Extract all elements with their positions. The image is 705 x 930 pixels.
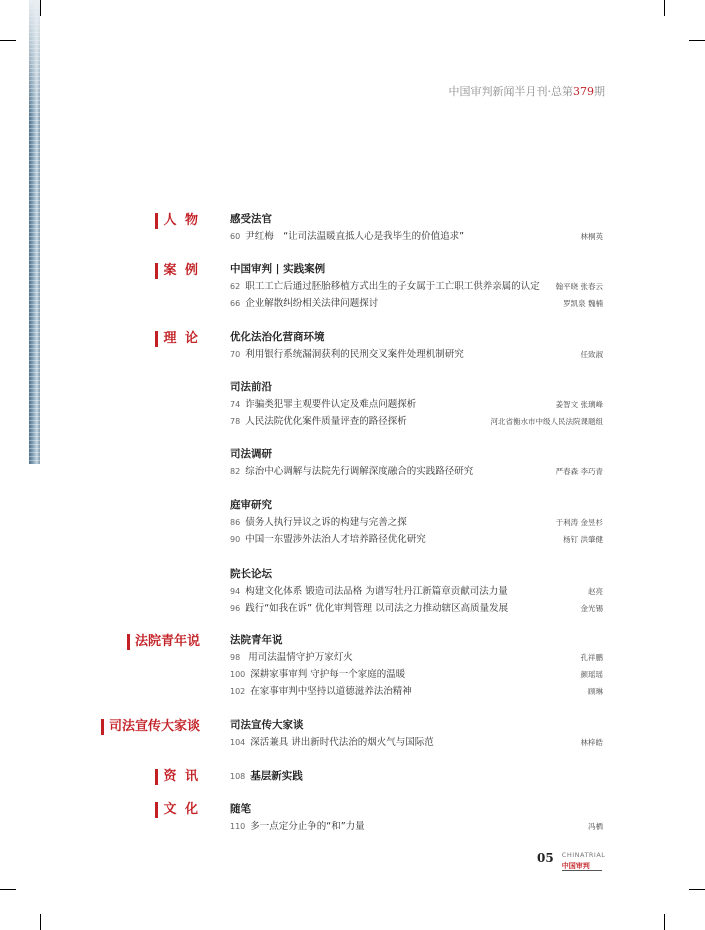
section-title: 优化法治化营商环境 bbox=[230, 331, 325, 343]
entry-author: 林梓皓 bbox=[580, 738, 603, 747]
section-tingshen bbox=[230, 497, 603, 548]
entry-author: 严春森 李巧青 bbox=[555, 467, 603, 476]
section-title: 基层新实践 bbox=[250, 770, 303, 782]
issue-number: 379 bbox=[573, 85, 594, 98]
entry-author: 罗凯泉 魏楠 bbox=[563, 299, 603, 308]
page-number: 102 bbox=[230, 687, 246, 696]
page-number: 108 bbox=[230, 772, 246, 781]
page-number: 78 bbox=[230, 417, 241, 426]
page-number: 62 bbox=[230, 282, 241, 291]
page-number: 90 bbox=[230, 535, 241, 544]
section-lilun bbox=[230, 329, 603, 363]
crop-mark bbox=[664, 0, 665, 16]
entry-title: 多一点定分止争的“和”力量 bbox=[250, 821, 365, 832]
entry-author: 赵亮 bbox=[588, 587, 603, 596]
section-diaoyan bbox=[230, 446, 603, 480]
crop-mark bbox=[664, 914, 665, 930]
entry-author: 姜智文 张璃峰 bbox=[555, 400, 603, 409]
section-qingnian bbox=[230, 632, 603, 700]
entry-author: 冯栖 bbox=[588, 822, 603, 831]
section-anli bbox=[230, 261, 603, 312]
building-photo bbox=[29, 0, 40, 464]
toc-entry[interactable] bbox=[230, 228, 603, 245]
section-yuanzhang bbox=[230, 566, 603, 617]
entry-author: 颜瑶瑶 bbox=[580, 670, 603, 679]
crop-mark bbox=[0, 889, 16, 890]
issue-prefix: 中国审判新闻半月刊·总第 bbox=[448, 85, 573, 98]
issue-header bbox=[449, 83, 606, 99]
section-wenhua bbox=[230, 801, 603, 835]
entry-author: 顾琳 bbox=[588, 687, 603, 696]
entry-title: 尹红梅 “让司法温暖直抵人心是我毕生的价值追求” bbox=[245, 231, 465, 242]
magazine-name-en: CHINATRIAL bbox=[561, 851, 606, 859]
entry-title: 深活兼具 讲出新时代法治的烟火气与国际范 bbox=[250, 737, 434, 748]
category-xuanchuan: 司法宣传大家谈 bbox=[101, 719, 200, 735]
section-title: 中国审判 | 实践案例 bbox=[230, 263, 326, 275]
entry-title: 践行“如我在诉” 优化审判管理 以司法之力推动辖区高质量发展 bbox=[245, 603, 509, 614]
page-number: 94 bbox=[230, 587, 241, 596]
entry-title: 中国一东盟涉外法治人才培养路径优化研究 bbox=[245, 534, 426, 545]
category-wenhua: 文 化 bbox=[155, 802, 200, 818]
page-number: 70 bbox=[230, 350, 241, 359]
toc-entry[interactable] bbox=[230, 666, 603, 683]
crop-mark bbox=[689, 889, 705, 890]
toc-entry[interactable] bbox=[230, 818, 603, 835]
page-number: 60 bbox=[230, 232, 241, 241]
entry-title: 在家事审判中坚持以道德滋养法治精神 bbox=[250, 686, 412, 697]
section-title: 感受法官 bbox=[230, 213, 272, 225]
page-footer bbox=[537, 851, 605, 871]
entry-title: 用司法温情守护万家灯火 bbox=[245, 652, 353, 663]
toc-entry[interactable] bbox=[230, 768, 603, 785]
page-number: 86 bbox=[230, 518, 241, 527]
toc-entry[interactable] bbox=[230, 600, 603, 617]
page-number: 66 bbox=[230, 299, 241, 308]
entry-title: 构建文化体系 锻造司法品格 为谱写牡丹江新篇章贡献司法力量 bbox=[245, 586, 508, 597]
section-title: 司法宣传大家谈 bbox=[230, 719, 304, 731]
crop-mark bbox=[689, 40, 705, 41]
entry-author: 金光锡 bbox=[580, 604, 603, 613]
section-title: 司法调研 bbox=[230, 448, 272, 460]
toc-entry[interactable] bbox=[230, 396, 603, 413]
toc-entry[interactable] bbox=[230, 583, 603, 600]
toc-entry[interactable] bbox=[230, 463, 603, 480]
entry-author: 杨钉 洪肇健 bbox=[563, 535, 603, 544]
footer-page-number: 05 bbox=[537, 851, 554, 865]
entry-title: 职工工亡后通过胚胎移植方式出生的子女属于工亡职工供养亲属的认定 bbox=[245, 281, 540, 292]
toc-entry[interactable] bbox=[230, 295, 603, 312]
category-renwu: 人 物 bbox=[155, 213, 200, 229]
section-renwu bbox=[230, 211, 603, 245]
toc-entry[interactable] bbox=[230, 413, 603, 430]
page-number: 110 bbox=[230, 822, 246, 831]
crop-mark bbox=[40, 0, 41, 16]
category-qingnian: 法院青年说 bbox=[127, 634, 200, 650]
entry-author: 于利涛 金昱杉 bbox=[555, 518, 603, 527]
toc-entry[interactable] bbox=[230, 346, 603, 363]
entry-author: 任致淑 bbox=[580, 350, 603, 359]
toc-entry[interactable] bbox=[230, 531, 603, 548]
issue-suffix: 期 bbox=[594, 85, 605, 98]
section-title: 随笔 bbox=[230, 803, 251, 815]
entry-title: 企业解散纠纷相关法律问题探讨 bbox=[245, 298, 379, 309]
category-anli: 案 例 bbox=[155, 263, 200, 279]
toc-entry[interactable] bbox=[230, 649, 603, 666]
category-lilun: 理 论 bbox=[155, 331, 200, 347]
entry-title: 人民法院优化案件质量评查的路径探析 bbox=[245, 416, 407, 427]
entry-title: 综治中心调解与法院先行调解深度融合的实践路径研究 bbox=[245, 466, 474, 477]
section-title: 庭审研究 bbox=[230, 499, 272, 511]
entry-title: 深耕家事审判 守护每一个家庭的温暖 bbox=[250, 669, 406, 680]
section-xuanchuan bbox=[230, 717, 603, 751]
category-zixun: 资 讯 bbox=[155, 769, 200, 785]
entry-title: 债务人执行异议之诉的构建与完善之探 bbox=[245, 517, 407, 528]
entry-title: 诈骗类犯罪主观要件认定及难点问题探析 bbox=[245, 399, 417, 410]
page-number: 74 bbox=[230, 400, 241, 409]
crop-mark bbox=[40, 914, 41, 930]
page-number: 98 bbox=[230, 653, 241, 662]
entry-author: 林桐英 bbox=[580, 232, 603, 241]
toc-entry[interactable] bbox=[230, 278, 603, 295]
page-number: 100 bbox=[230, 670, 246, 679]
section-qianyan bbox=[230, 379, 603, 430]
entry-author: 河北省衡水市中级人民法院课题组 bbox=[490, 417, 603, 426]
section-zixun bbox=[230, 768, 603, 785]
magazine-logo bbox=[562, 851, 606, 871]
page-number: 82 bbox=[230, 467, 241, 476]
magazine-name-cn: 中国审判 bbox=[562, 862, 602, 871]
entry-author: 翰平晓 张春云 bbox=[555, 282, 603, 291]
crop-mark bbox=[0, 40, 16, 41]
toc-entry[interactable] bbox=[230, 734, 603, 751]
toc-entry[interactable] bbox=[230, 514, 603, 531]
section-title: 院长论坛 bbox=[230, 568, 272, 580]
entry-title: 利用银行系统漏洞获利的民刑交叉案件处理机制研究 bbox=[245, 349, 464, 360]
page-number: 96 bbox=[230, 604, 241, 613]
entry-author: 孔祥鹏 bbox=[580, 653, 603, 662]
section-title: 司法前沿 bbox=[230, 381, 272, 393]
section-title: 法院青年说 bbox=[230, 634, 283, 646]
page-number: 104 bbox=[230, 738, 246, 747]
toc-entry[interactable] bbox=[230, 683, 603, 700]
